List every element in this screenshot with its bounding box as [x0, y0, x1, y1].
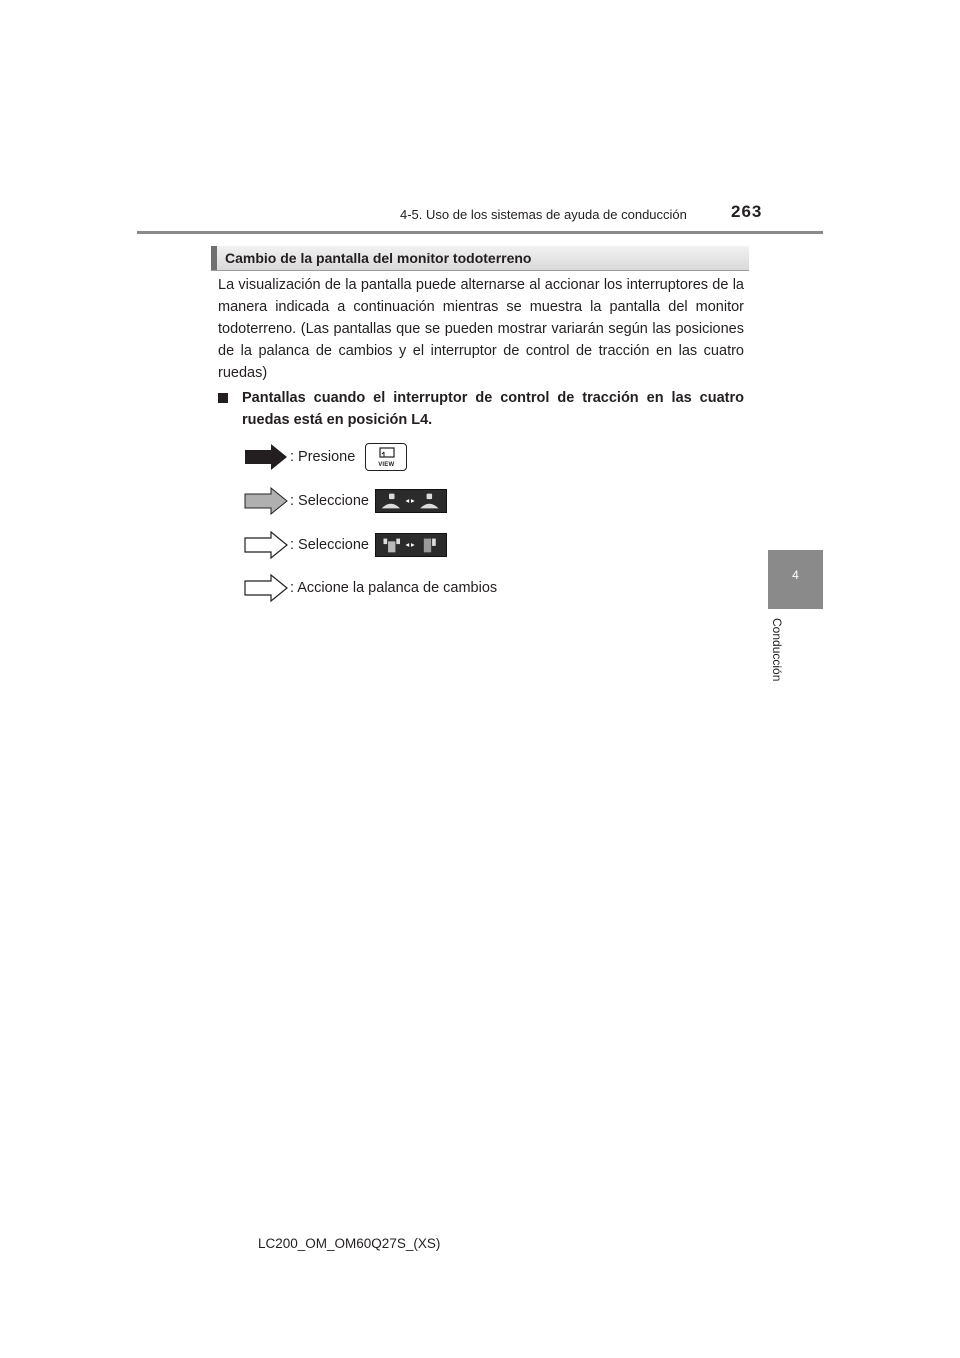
- subheading-text: Pantallas cuando el interruptor de control de tracción en las cuatro ruedas está en posición L4.: [242, 390, 744, 428]
- view-button-label: VIEW: [378, 462, 395, 468]
- solid-arrow-icon: [244, 443, 288, 471]
- header-rule: [137, 231, 823, 234]
- legend-row-press: [244, 443, 407, 471]
- legend-text: : Seleccione: [290, 493, 369, 509]
- footer-document-code: LC200_OM_OM60Q27S_(XS): [258, 1236, 441, 1251]
- legend-text: : Accione la palanca de cambios: [290, 580, 498, 596]
- chapter-number: 4: [792, 568, 799, 582]
- section-title: Cambio de la pantalla del monitor todoterreno: [225, 250, 532, 266]
- legend-row-select-1: [244, 487, 447, 515]
- view-button-icon: [365, 443, 407, 471]
- square-bullet-icon: [218, 393, 228, 403]
- tire-view-switch-icon: [375, 533, 447, 557]
- legend-row-shift: [244, 574, 497, 602]
- page-number: 263: [731, 202, 763, 221]
- outline-arrow-icon: [244, 531, 288, 559]
- legend-text: : Seleccione: [290, 537, 369, 553]
- chapter-label: Conducción: [770, 618, 784, 682]
- camera-screen-icon: [379, 447, 395, 459]
- section-title-accent: [211, 246, 217, 270]
- body-paragraph: La visualización de la pantalla puede alternarse al accionar los interruptores de la manera indicada a continuación mientras se muestra la pantalla del monitor todoterreno. (Las pantallas que se pueden mostrar variarán según las posiciones de la palanca de cambios y el interruptor de control de tracción en las cuatro ruedas): [218, 277, 744, 381]
- legend-row-select-2: [244, 531, 447, 559]
- legend-text: : Presione: [290, 449, 356, 465]
- subheading: [218, 387, 744, 431]
- outline-arrow-icon: [244, 574, 288, 602]
- gray-arrow-icon: [244, 487, 288, 515]
- front-side-view-switch-icon: [375, 489, 447, 513]
- running-header-section: 4-5. Uso de los sistemas de ayuda de conducción: [400, 207, 687, 222]
- section-title-bar: [211, 246, 749, 271]
